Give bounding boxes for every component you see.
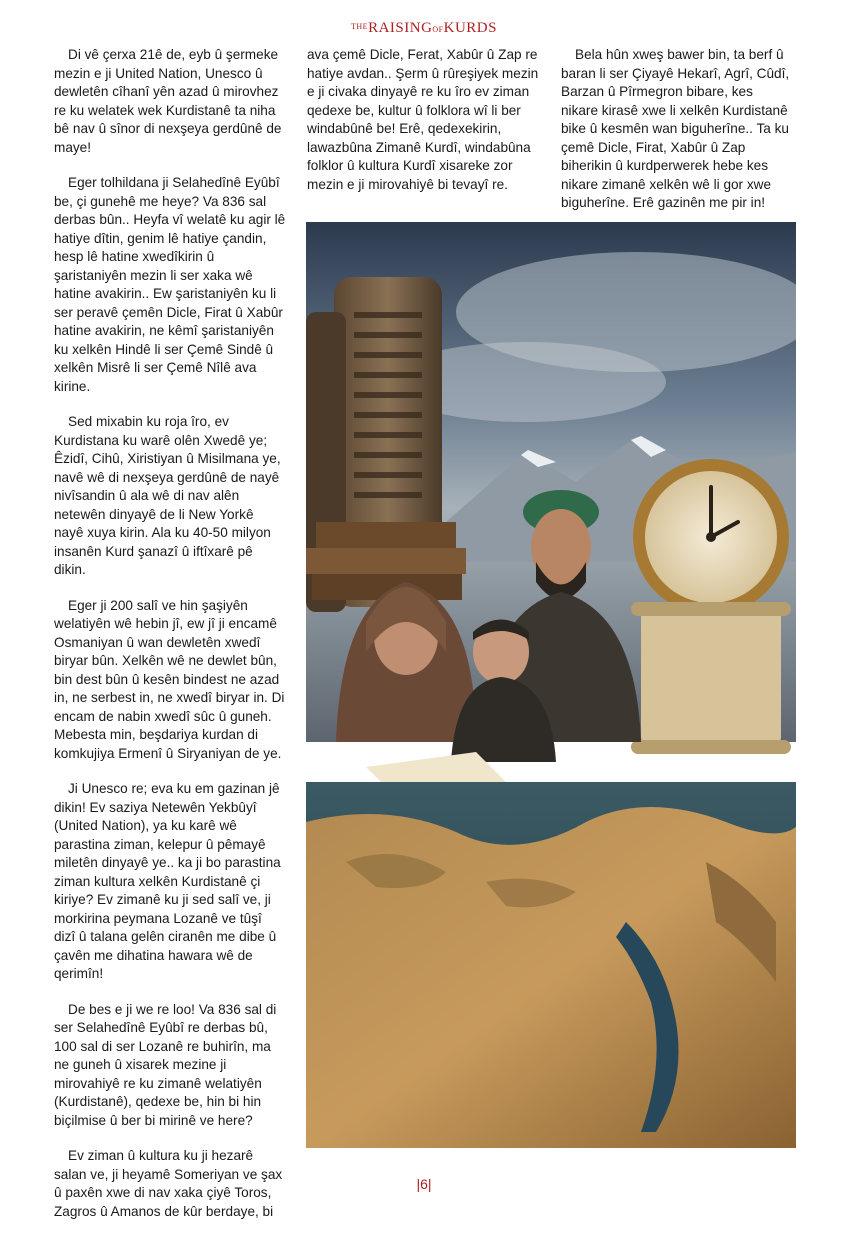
- paragraph: Di vê çerxa 21ê de, eyb û şermeke mezin e ji United Nation, Unesco û dewletên cîhanî yên azad û mirovhez re ku welatek wek Kurdistanê ta niha bê nav û sînor di nexşeya gerdûnê de maye!: [54, 47, 282, 155]
- paragraph: Eger ji 200 salî ve hin şaşiyên welatiyên wê hebin jî, ew jî ji encamê Osmaniyan û wan dewletên xwedî biryar bûn. Xelkên wê ne dewlet bûn, bin dest bûn û kesên bindest ne azad in, ne serbest in, ne xwedî biryar in. Di encam de nabin xwedî sûc û guneh. Mebesta min, beşdariya kurdan di komkujiya Ermenî û Siryaniyan de ye.: [54, 597, 285, 761]
- paragraph: Bela hûn xweş bawer bin, ta berf û baran li ser Çiyayê Hekarî, Agrî, Cûdî, Barzan û Pîrmegron bibare, kes nikare kirasê xwe li xelkên Kurdistanê bike û kesmên wan biguherîne.. Ta ku çemê Dicle, Firat, Xabûr û Zap biherikin û kurdperwerek hebe kes nikare zimanê xelkên wê li gor xwe biguherîne. Erê gazinên me pir in!: [561, 47, 790, 210]
- header-kurds: KURDS: [443, 20, 497, 36]
- header-the: THE: [351, 22, 369, 31]
- paragraph: Ji Unesco re; eva ku em gazinan jê dikin! Ev saziya Netewên Yekbûyî (United Nation), ya ku karê wê parastina ziman, kelepur û pêmayê miletên dinyayê ye.. ka ji bo parastina ziman kultura xelkên Kurdistanê çi kiriye? Ev zimanê ku ji sed salî ve, ji morkirina peymana Lozanê ve tûşî dizî û talana gelên ciranên me dibe û çavên me dihatina hawara wê de qerimîn!: [54, 781, 281, 981]
- paragraph: Ev ziman û kultura ku ji hezarê salan ve, ji heyamê Someriyan ve şax û paxên xwe di nav xaka çiyê Toros, Zagros û Amanos de kûr berdaye, bi: [54, 1148, 283, 1219]
- paragraph: Sed mixabin ku roja îro, ev Kurdistana ku warê olên Xwedê ye; Êzidî, Cihû, Xiristiyan û Misilmana ye, navê wê di nexşeya gerdûnê de nayê nivîsandin û ala wê di nav alên netewên dinyayê de li New Yorkê nayê xuya kirin. Ala ku 40-50 milyon insanên Kurd şanazî û iftîxarê pê dikin.: [54, 414, 281, 577]
- text-column-2: [307, 46, 539, 211]
- text-column-3: [561, 46, 793, 230]
- page-number: |6|: [416, 1176, 432, 1192]
- paragraph: De bes e ji we re loo! Va 836 sal di ser Selahedînê Eyûbî re derbas bû, 100 sal di ser Lozanê re buhirîn, ma ne guneh û xisarek mezine ji mirovahiyê re ku zimanê welatiyên (Kurdistanê), qedexe be, hin bi hin biçilmise û ber bi mirinê ve here?: [54, 1001, 277, 1128]
- magazine-header: [0, 20, 848, 37]
- header-raising: RAISING: [368, 20, 433, 36]
- paragraph: Eger tolhildana ji Selahedînê Eyûbî be, çi gunehê me heye? Va 836 sal derbas bûn.. Heyfa vî welatê ku agir lê hatiye dîtin, genim lê hatiye çandin, hesp lê hatine xwedîkirin û şaristaniyên mezin li ser xaka wê hatine avakirin.. Ew şaristaniyên ku li ser peravê çemên Dicle, Firat û Xabûr hatine avakirin, ne kêmî şaristaniyên ku xelkên Hindê li ser Çemê Sindê û xelkên Misrê li ser Çemê Nîlê ava kirine.: [54, 175, 286, 394]
- text-column-1: [54, 46, 286, 1238]
- paragraph: ava çemê Dicle, Ferat, Xabûr û Zap re hatiye avdan.. Şerm û rûreşiyek mezin e ji civaka dinyayê re ku îro ev ziman qedexe be, kultur û folklora wî li ber windabûnê be! Erê, qedexekirin, lawazbûna Zimanê Kurdî, windabûna folklor û kultura Kurdî xisareke zor mezin e ji mirovahiyê bi tevayî re.: [307, 47, 539, 192]
- illustration: [306, 222, 796, 1148]
- header-of: OF: [432, 25, 444, 34]
